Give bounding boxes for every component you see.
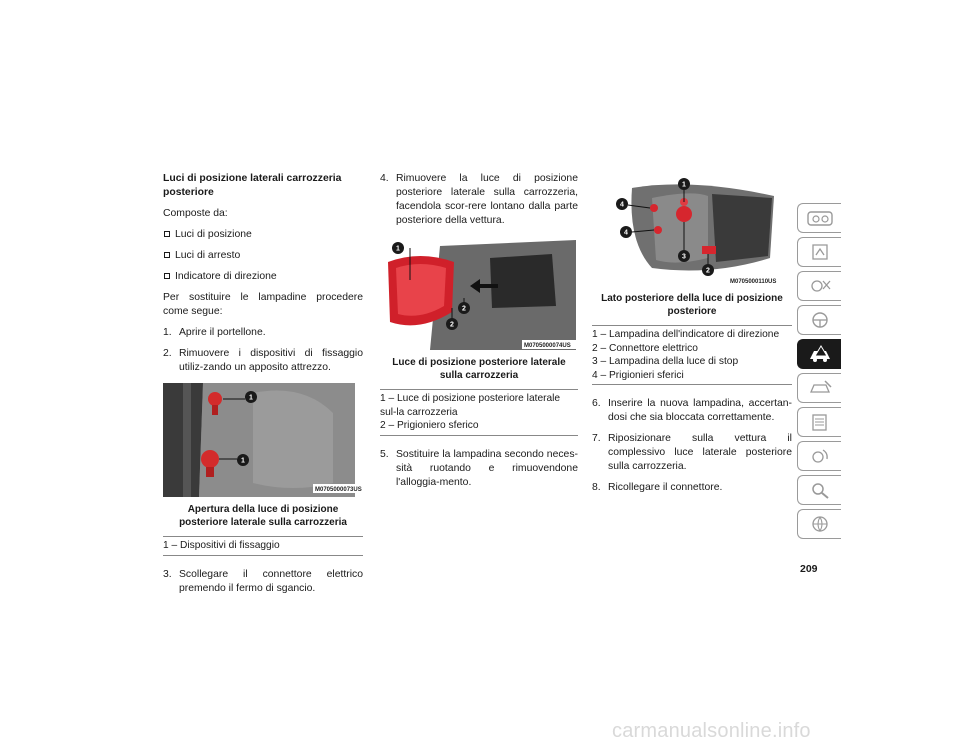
svg-text:M0705000073US: M0705000073US xyxy=(315,487,362,493)
index-icon xyxy=(805,479,835,501)
tab-dashboard[interactable] xyxy=(797,203,841,233)
step-item: 4. Rimuovere la luce di posizione posteriore laterale sulla carrozzeria, facendola scor-rere lontano dalla parte posteriore della vettura. xyxy=(380,173,578,226)
step-item: 2. Rimuovere i dispositivi di fissaggio utiliz-zando un apposito attrezzo. xyxy=(163,348,363,373)
legend-item: 3 – Lampadina della luce di stop xyxy=(592,356,739,367)
page-number: 209 xyxy=(800,563,818,575)
tab-starting[interactable] xyxy=(797,271,841,301)
step-item: 8. Ricollegare il connettore. xyxy=(592,482,723,493)
legend-item: 4 – Prigionieri sferici xyxy=(592,369,684,381)
steering-icon xyxy=(805,309,835,331)
legend-item: 1 – Dispositivi di fissaggio xyxy=(163,540,280,551)
legend-item: 1 – Luce di posizione posteriore laterale sul-la carrozzeria xyxy=(380,393,561,418)
column-3 xyxy=(592,172,792,502)
figure-caption: Luce di posizione posteriore laterale sulla carrozzeria xyxy=(392,357,566,381)
svg-text:2: 2 xyxy=(706,267,710,275)
figure-side-lamp xyxy=(380,236,578,350)
svg-text:2: 2 xyxy=(462,305,466,313)
bullet-item: Luci di arresto xyxy=(163,249,363,263)
legend-item: 2 – Connettore elettrico xyxy=(592,342,698,354)
callout-marker xyxy=(616,198,628,210)
tab-languages[interactable] xyxy=(797,509,841,539)
svg-text:4: 4 xyxy=(620,201,624,209)
callout-marker xyxy=(237,454,249,466)
starting-icon xyxy=(805,275,835,297)
step-item: 3. Scollegare il connettore elettrico premendo il fermo di sgancio. xyxy=(163,568,363,594)
step-item: 5. Sostituire la lampadina secondo neces-sità ruotando e rimuovendone l'alloggia-mento. xyxy=(380,448,578,488)
callout-marker xyxy=(678,178,690,190)
legend-item: 1 – Lampadina dell'indicatore di direzione xyxy=(592,329,780,340)
safety-icon xyxy=(805,241,835,263)
svg-text:2: 2 xyxy=(450,321,454,329)
fastener-illustration xyxy=(163,383,362,497)
step-item: 6. Inserire la nuova lampadina, accertan-dosi che sia bloccata correttamente. xyxy=(592,398,792,423)
callout-marker xyxy=(702,264,714,276)
watermark: carmanualsonline.info xyxy=(612,720,811,742)
instruction-paragraph: Per sostituire le lampadine procedere come segue: xyxy=(163,292,363,317)
tab-index[interactable] xyxy=(797,475,841,505)
svg-text:1: 1 xyxy=(396,245,400,253)
svg-text:3: 3 xyxy=(682,253,686,261)
callout-marker xyxy=(392,242,404,254)
tab-multimedia[interactable] xyxy=(797,441,841,471)
tab-specs[interactable] xyxy=(797,407,841,437)
step-item: 7. Riposizionare sulla vettura il complessivo luce laterale posteriore sulla carrozzeria. xyxy=(592,433,792,472)
figure-fasteners xyxy=(163,383,363,497)
chapter-tabs xyxy=(797,203,841,543)
callout-marker xyxy=(678,250,690,262)
tab-steering[interactable] xyxy=(797,305,841,335)
figure-legend xyxy=(163,536,363,556)
svg-text:M0705000074US: M0705000074US xyxy=(524,343,571,349)
service-icon xyxy=(805,377,835,399)
tab-safety[interactable] xyxy=(797,237,841,267)
callout-marker xyxy=(620,226,632,238)
side-lamp-illustration xyxy=(380,236,576,350)
checkbox-bullet-icon xyxy=(164,273,170,279)
callout-marker xyxy=(446,318,458,330)
section-title: Luci di posizione laterali carrozzeria posteriore xyxy=(163,173,342,198)
step-item: 1. Aprire il portellone. xyxy=(163,327,266,338)
figure-caption: Apertura della luce di posizione posteriore laterale sulla carrozzeria xyxy=(179,504,347,528)
specs-icon xyxy=(805,411,835,433)
svg-text:1: 1 xyxy=(682,181,686,189)
callout-marker xyxy=(458,302,470,314)
languages-icon xyxy=(805,513,835,535)
svg-text:M0705000110US: M0705000110US xyxy=(730,279,777,285)
tab-service[interactable] xyxy=(797,373,841,403)
svg-text:1: 1 xyxy=(249,394,253,402)
svg-text:4: 4 xyxy=(624,229,628,237)
dashboard-icon xyxy=(805,207,835,229)
column-2 xyxy=(380,172,578,497)
intro-text: Composte da: xyxy=(163,208,228,219)
callout-marker xyxy=(245,391,257,403)
figure-lamp-back xyxy=(592,172,792,286)
checkbox-bullet-icon xyxy=(164,231,170,237)
figure-legend xyxy=(592,325,792,385)
emergency-icon xyxy=(805,343,835,365)
lamp-back-illustration xyxy=(592,172,788,286)
tab-emergency[interactable] xyxy=(797,339,841,369)
figure-caption: Lato posteriore della luce di posizione posteriore xyxy=(601,293,783,317)
bullet-item: Indicatore di direzione xyxy=(163,270,363,284)
svg-text:1: 1 xyxy=(241,457,245,465)
checkbox-bullet-icon xyxy=(164,252,170,258)
bullet-item: Luci di posizione xyxy=(163,228,363,242)
column-1 xyxy=(163,172,363,603)
legend-item: 2 – Prigioniero sferico xyxy=(380,420,479,431)
figure-legend xyxy=(380,389,578,436)
multimedia-icon xyxy=(805,445,835,467)
